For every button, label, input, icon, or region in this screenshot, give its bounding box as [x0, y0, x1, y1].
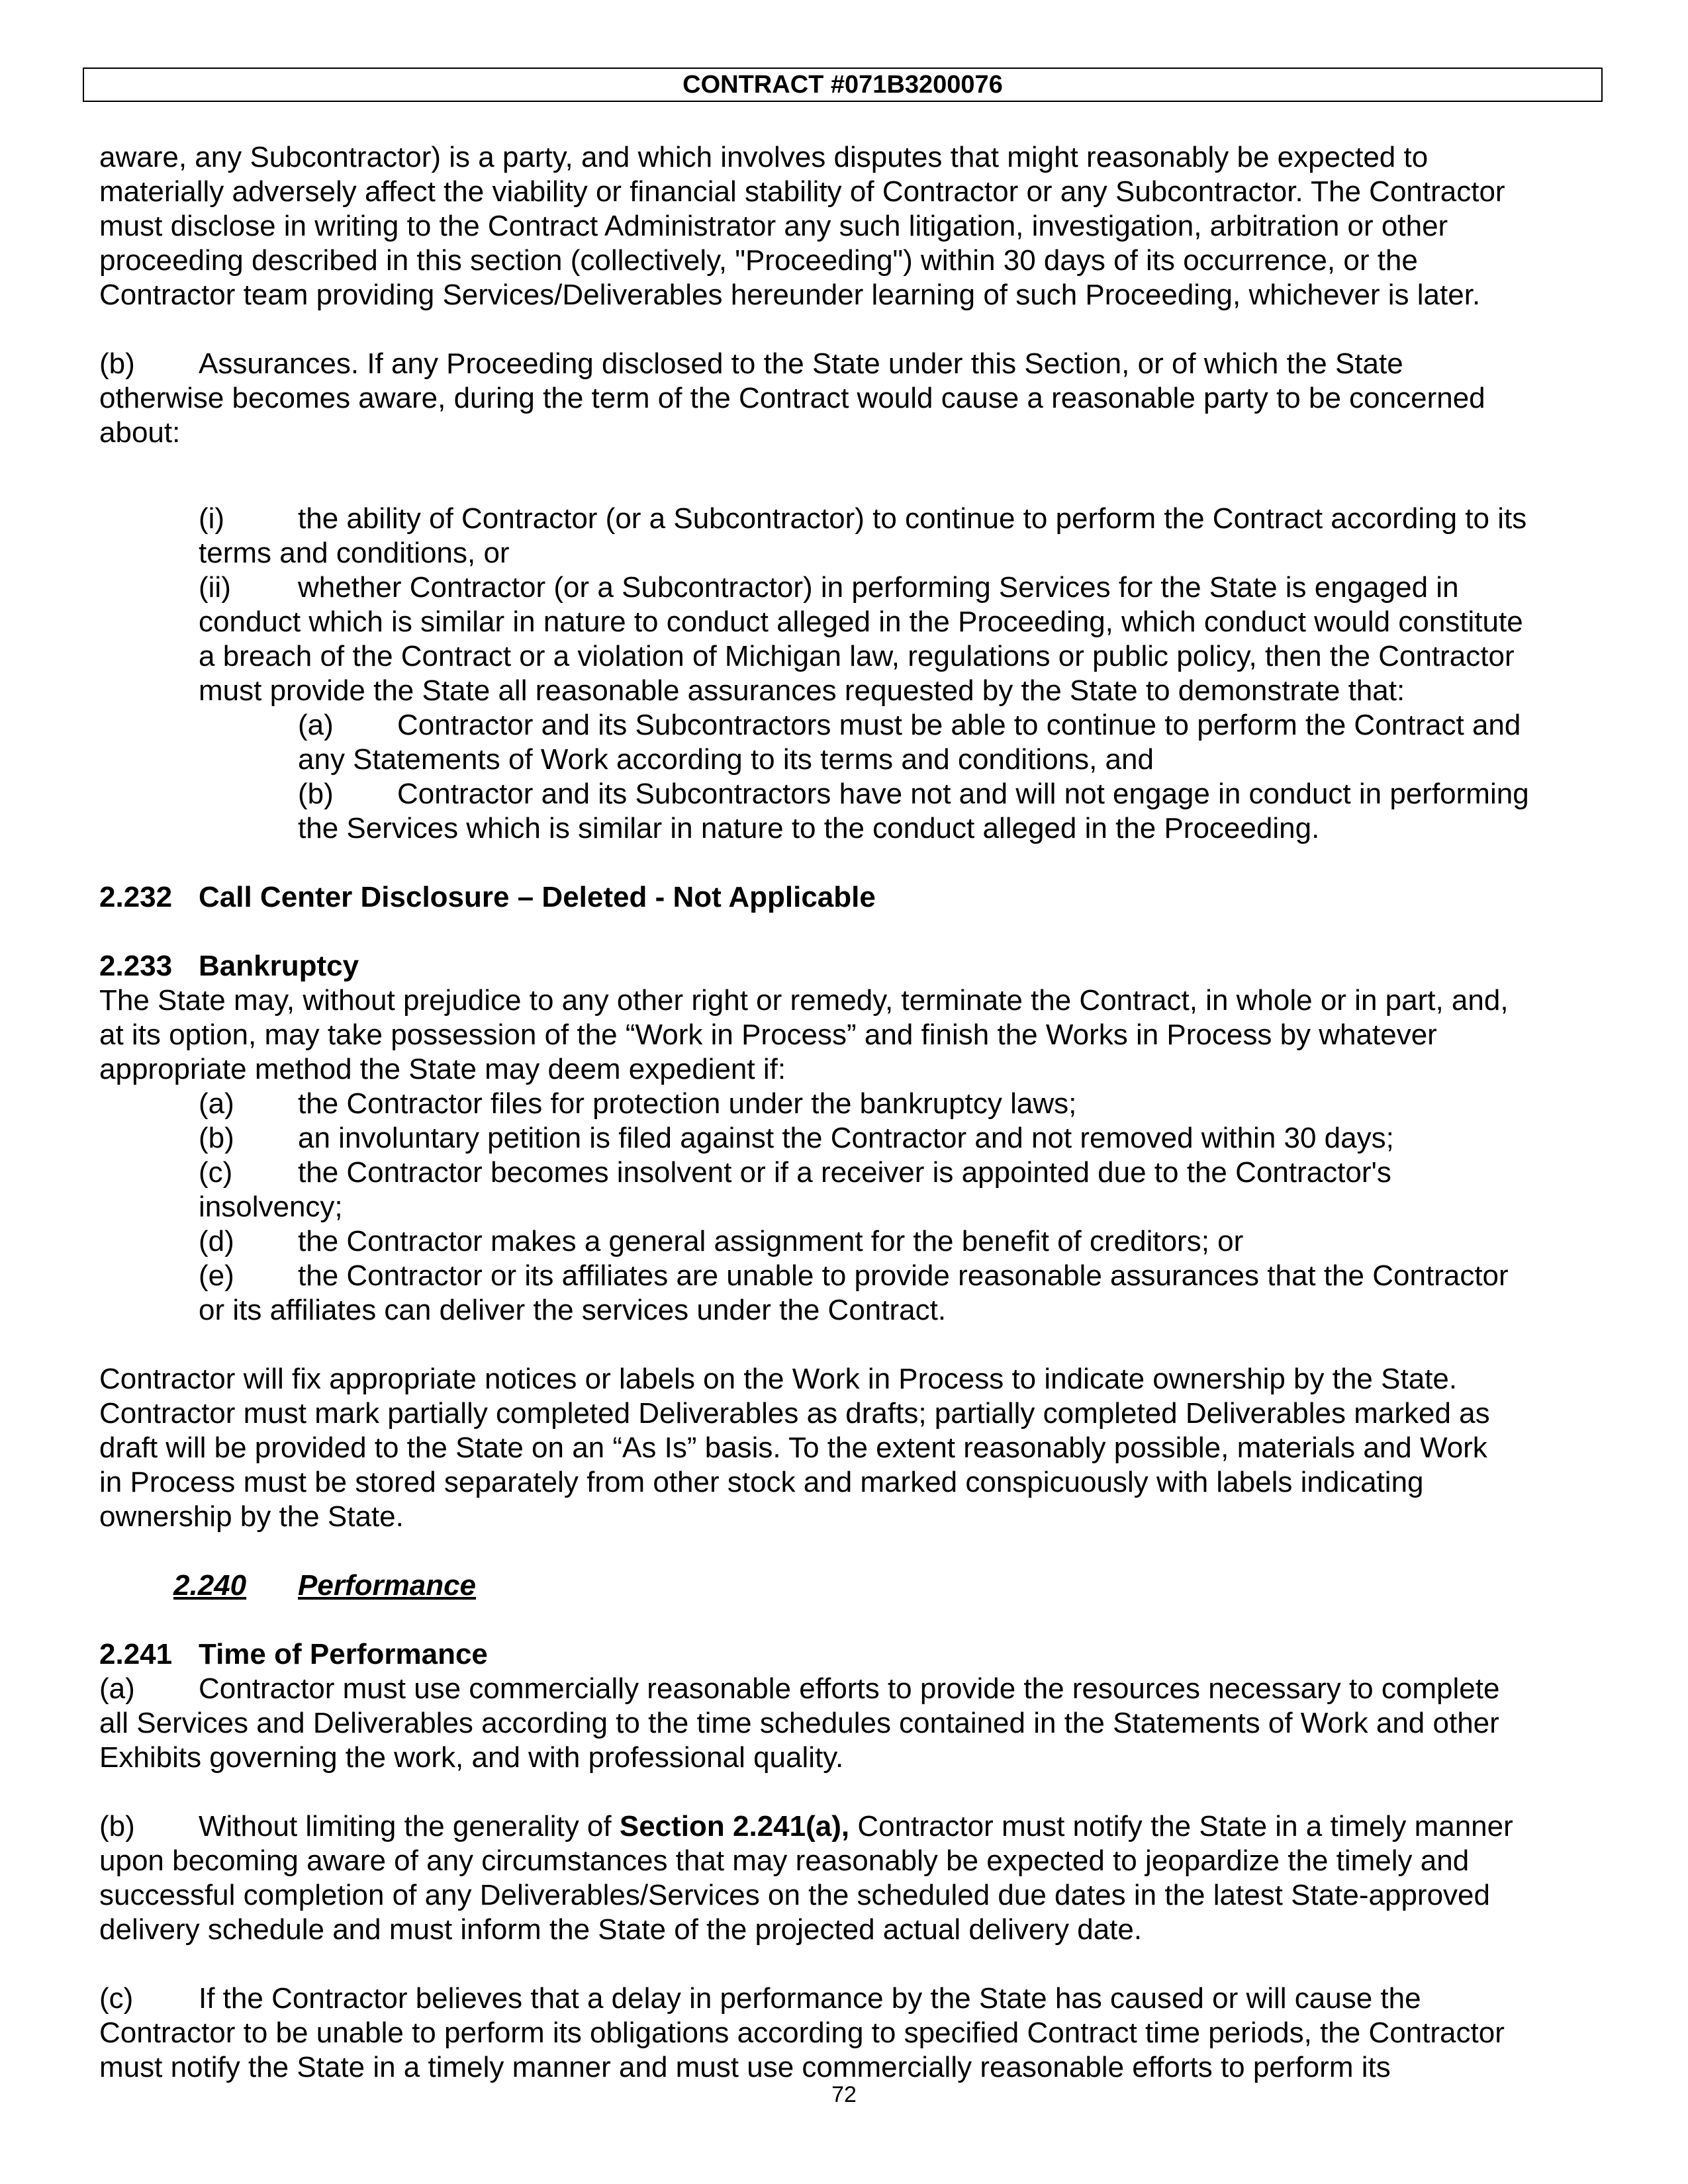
paragraph-assurances: (b) Assurances. If any Proceeding disclosed to the State under this Section, or of which the State otherwise becomes aware, during the term of the Contract would cause a reasonable party to be concerned about: [99, 347, 1485, 449]
performance-item-a: (a) Contractor must use commercially reasonable efforts to provide the resources necessary to complete all Services and Deliverables according to the time schedules contained in the Statements of Work and other Exhibits governing the work, and with professional quality. [99, 1672, 1500, 1774]
list-item: (b) an involuntary petition is filed against the Contractor and not removed within 30 days; [199, 1122, 1394, 1154]
item-label: (i) [199, 502, 225, 535]
page-number: 72 [831, 2082, 857, 2107]
contract-title: CONTRACT #071B3200076 [682, 71, 1003, 99]
section-heading-2240: 2.240 Performance [173, 1569, 477, 1602]
bankruptcy-list [199, 1087, 1589, 1328]
section-heading-2233: 2.233 Bankruptcy [99, 950, 359, 982]
section-reference: Section 2.241(a), [619, 1810, 850, 1843]
list-item: (d) the Contractor makes a general assignment for the benefit of creditors; or [199, 1225, 1244, 1257]
section-heading-2241: 2.241 Time of Performance [99, 1638, 488, 1670]
sub-list [298, 708, 1589, 846]
contract-header [83, 68, 1603, 102]
item-label: (a) [298, 709, 334, 741]
document-body [99, 140, 1589, 2085]
roman-item-ii: (ii) whether Contractor (or a Subcontractor) in performing Services for the State is engaged in conduct which is similar in nature to conduct alleged in the Proceeding, which conduct would constitute a breach of the Contract or a violation of Michigan law, regulations or public policy, then the Contractor must provide the State all reasonable assurances requested by the State to demonstrate that: [199, 571, 1523, 707]
item-label: (b) [298, 778, 334, 810]
performance-item-b: (b) Without limiting the generality of Section 2.241(a), Contractor must notify the State in a timely manner upon becoming aware of any circumstances that may reasonably be expected to jeopardize the timely and successful completion of any Deliverables/Services on the scheduled due dates in the latest State-approved delivery schedule and must inform the State of the projected actual delivery date. [99, 1810, 1513, 1946]
bankruptcy-closing: Contractor will fix appropriate notices or labels on the Work in Process to indicate ownership by the State. Contractor must mark partially completed Deliverables as drafts; partially completed Deliverables marked as draft will be provided to the State on an “As Is” basis. To the extent reasonably possible, materials and Work in Process must be stored separately from other stock and marked conspicuously with labels indicating ownership by the State. [99, 1363, 1490, 1533]
sub-item-a: (a) Contractor and its Subcontractors must be able to continue to perform the Contract and any Statements of Work according to its terms and conditions, and [298, 709, 1521, 776]
item-label: (ii) [199, 571, 231, 604]
paragraph-disclosure: aware, any Subcontractor) is a party, and which involves disputes that might reasonably be expected to materially adversely affect the viability or financial stability of Contractor or any Subcontractor. The Contractor must disclose in writing to the Contract Administrator any such litigation, investigation, arbitration or other proceeding described in this section (collectively, "Proceeding") within 30 days of its occurrence, or the Contractor team providing Services/Deliverables hereunder learning of such Proceeding, whichever is later. [99, 141, 1505, 311]
roman-list [199, 502, 1589, 708]
list-item: (e) the Contractor or its affiliates are unable to provide reasonable assurances that the Contractor or its affiliates can deliver the services under the Contract. [199, 1259, 1509, 1326]
performance-item-c: (c) If the Contractor believes that a delay in performance by the State has caused or will cause the Contractor to be unable to perform its obligations according to specified Contract time periods, the Contractor must notify the State in a timely manner and must use commercially reasonable efforts to perform its [99, 1982, 1505, 2083]
list-item: (c) the Contractor becomes insolvent or if a receiver is appointed due to the Contractor's insolvency; [199, 1156, 1391, 1223]
sub-item-b: (b) Contractor and its Subcontractors have not and will not engage in conduct in performing the Services which is similar in nature to the conduct alleged in the Proceeding. [298, 778, 1529, 844]
list-item: (a) the Contractor files for protection under the bankruptcy laws; [199, 1087, 1077, 1120]
roman-item-i: (i) the ability of Contractor (or a Subcontractor) to continue to perform the Contract according to its terms and conditions, or [199, 502, 1527, 569]
bankruptcy-intro: The State may, without prejudice to any other right or remedy, terminate the Contract, in whole or in part, and, at its option, may take possession of the “Work in Process” and finish the Works in Process by whatever appropriate method the State may deem expedient if: [99, 984, 1509, 1085]
item-label: (b) [99, 347, 135, 380]
section-heading-2232: 2.232 Call Center Disclosure – Deleted - Not Applicable [99, 881, 876, 913]
